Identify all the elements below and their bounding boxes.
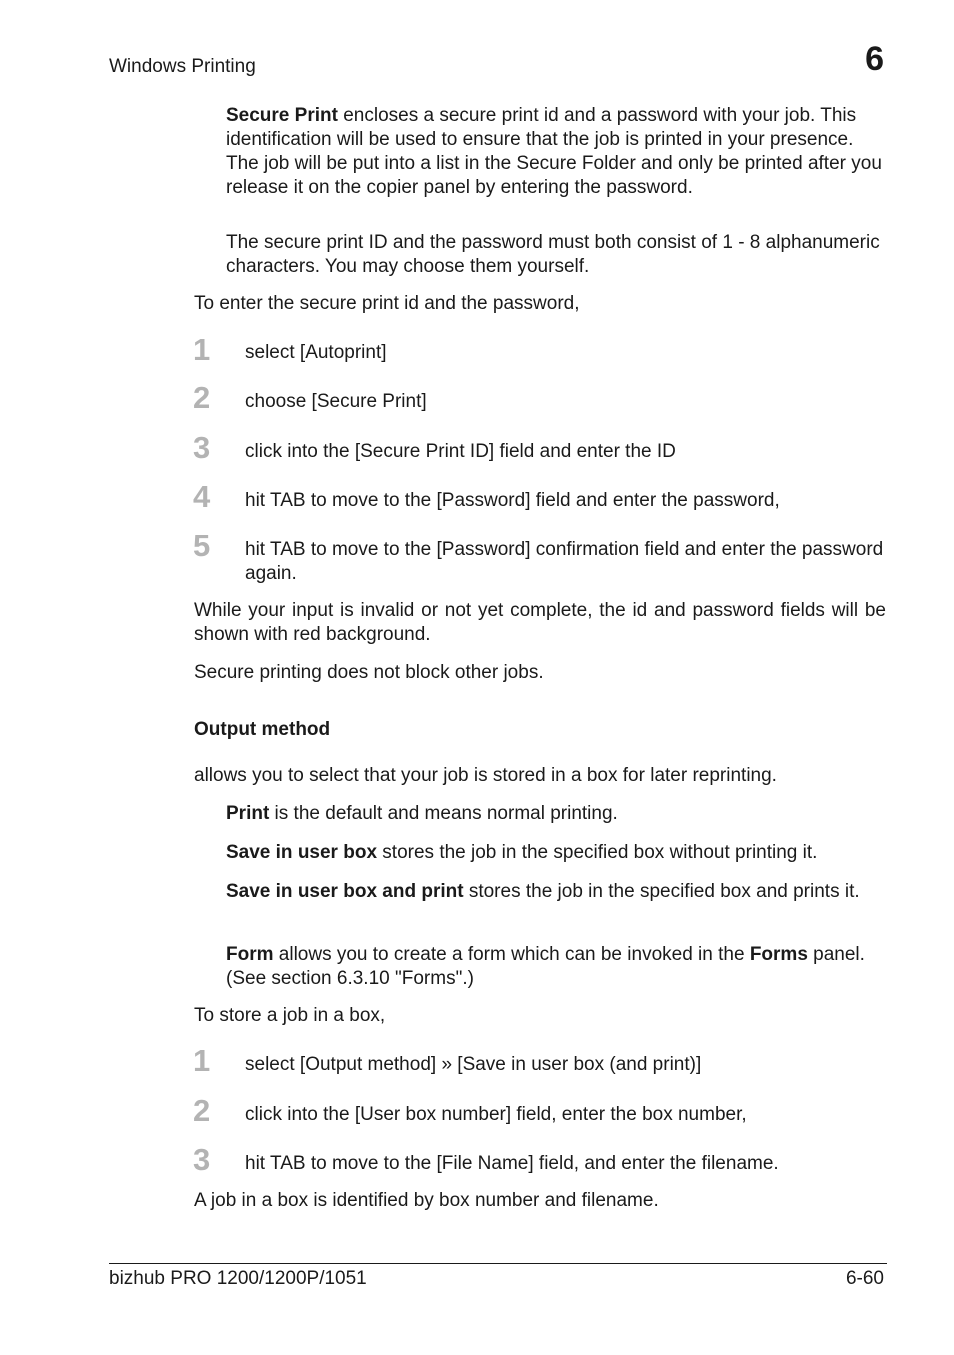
option-term: Print	[226, 803, 270, 824]
step-number: 3	[193, 1142, 211, 1177]
invalid-input-note: While your input is invalid or not yet complete, the id and password fields will be shown with red background.	[194, 600, 886, 645]
step-number: 3	[193, 430, 211, 465]
option-description: panel. (See section 6.3.10 "Forms".)	[226, 944, 865, 989]
step-number: 5	[193, 528, 211, 563]
footer-page-number: 6-60	[845, 1268, 884, 1289]
step-text: select [Output method] » [Save in user box (and print)]	[245, 1054, 702, 1075]
footer-product-name: bizhub PRO 1200/1200P/1051	[109, 1268, 367, 1289]
step-number: 1	[193, 332, 211, 367]
running-header-title: Windows Printing	[109, 56, 256, 77]
option-description: allows you to create a form which can be invoked in the	[273, 944, 750, 965]
option-term: Save in user box	[226, 842, 378, 863]
box-steps-lead: To store a job in a box,	[194, 1005, 386, 1026]
step-text: hit TAB to move to the [File Name] field, and enter the filename.	[245, 1153, 779, 1174]
option-form	[226, 943, 886, 991]
step-text: click into the [User box number] field, enter the box number,	[245, 1104, 747, 1125]
option-term: Save in user box and print	[226, 881, 464, 902]
output-method-intro: allows you to select that your job is stored in a box for later reprinting.	[194, 765, 777, 786]
secure-print-description-text: encloses a secure print id and a password with your job. This identification will be used to ensure that the job is printed in your presence. The job will be put into a list in the Secure Folder and only be printed after you release it on the copier panel by entering the password.	[226, 105, 882, 198]
option-print	[226, 802, 886, 826]
step-number: 2	[193, 1093, 211, 1128]
step-number: 1	[193, 1043, 211, 1078]
section-heading: Output method	[194, 719, 331, 740]
option-term: Form	[226, 944, 274, 965]
footer-divider	[109, 1263, 887, 1264]
step-number: 2	[193, 380, 211, 415]
step-text: hit TAB to move to the [Password] confirmation field and enter the password again.	[245, 539, 884, 584]
option-save-in-user-box	[226, 841, 886, 865]
option-description: stores the job in the specified box and prints it.	[463, 881, 860, 902]
secure-print-description	[226, 104, 886, 200]
step-text: choose [Secure Print]	[245, 391, 427, 412]
forms-panel-term: Forms	[749, 944, 808, 965]
option-description: is the default and means normal printing.	[269, 803, 618, 824]
step-number: 4	[193, 479, 211, 514]
chapter-number: 6	[865, 40, 884, 78]
secure-id-rule: The secure print ID and the password must both consist of 1 - 8 alphanumeric characters. You may choose them yourself.	[226, 232, 880, 277]
secure-print-term: Secure Print	[226, 105, 338, 126]
step-text: select [Autoprint]	[245, 342, 387, 363]
option-save-and-print	[226, 880, 886, 904]
option-description: stores the job in the specified box without printing it.	[377, 842, 818, 863]
box-identification-note: A job in a box is identified by box number and filename.	[194, 1190, 659, 1211]
step-text: hit TAB to move to the [Password] field and enter the password,	[245, 490, 780, 511]
secure-steps-lead: To enter the secure print id and the password,	[194, 293, 580, 314]
step-text: click into the [Secure Print ID] field and enter the ID	[245, 441, 676, 462]
no-block-note: Secure printing does not block other jobs.	[194, 662, 544, 683]
